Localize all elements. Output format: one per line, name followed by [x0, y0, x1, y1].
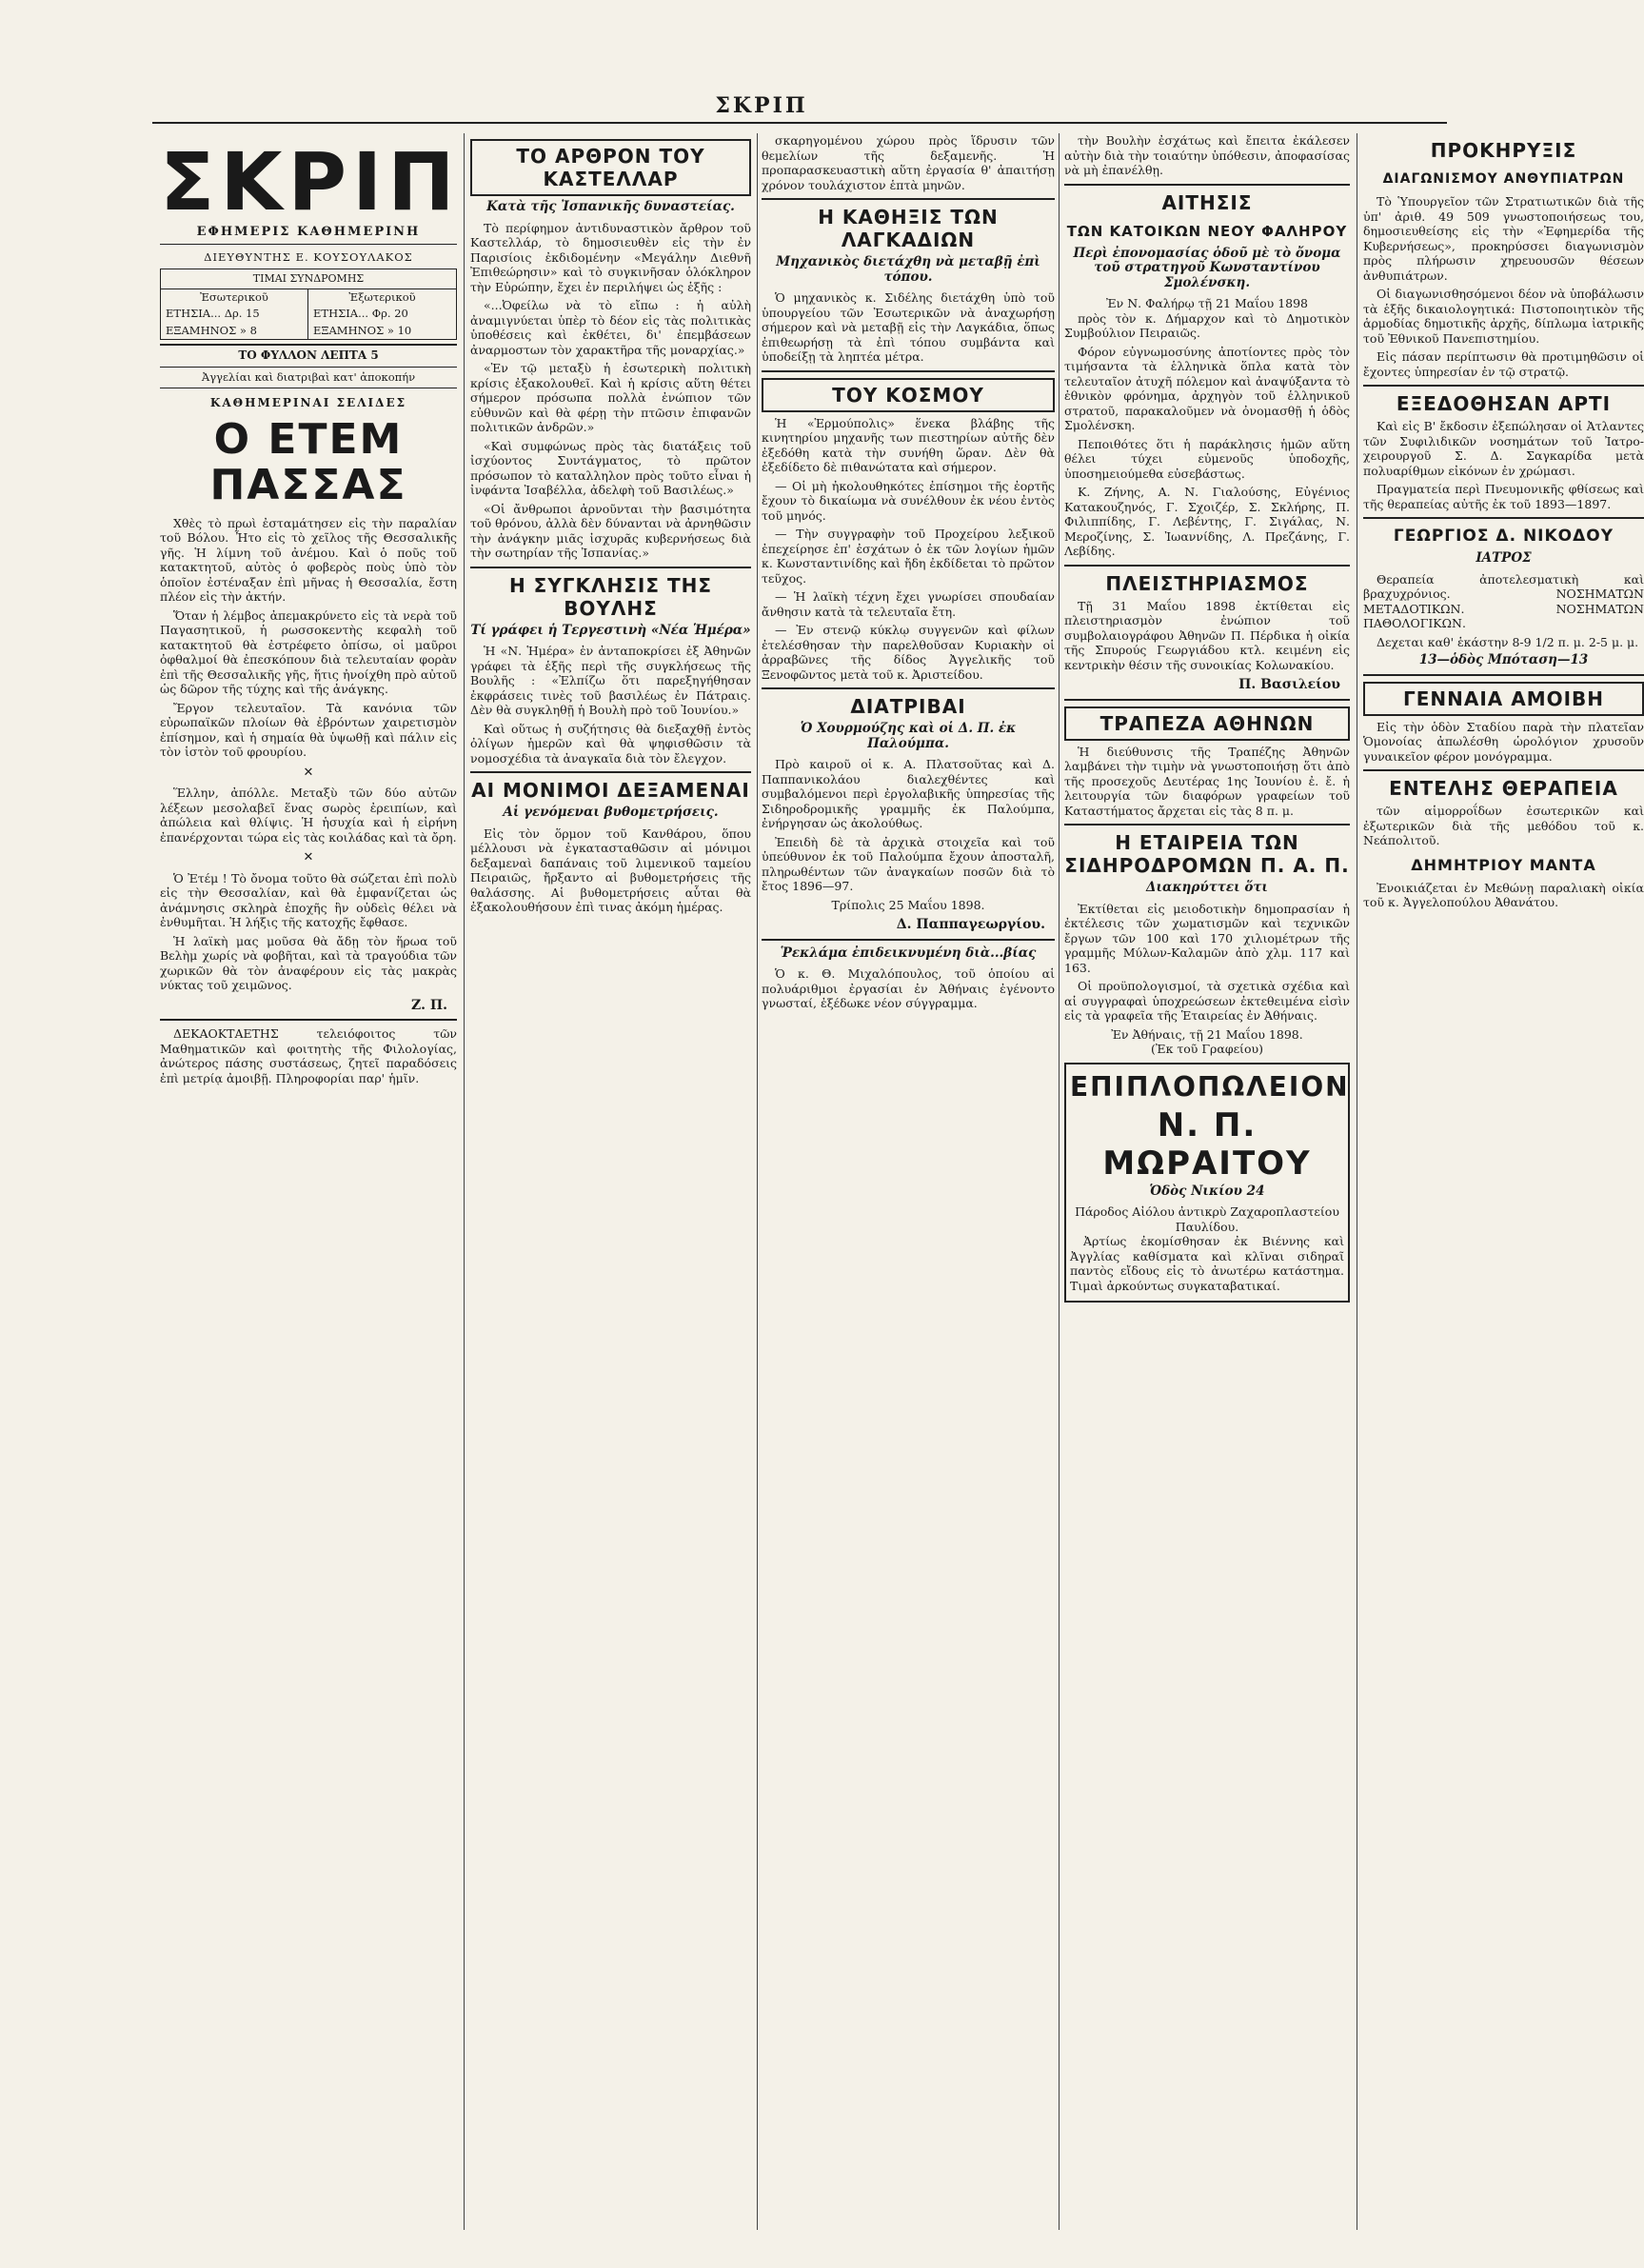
divider	[1064, 184, 1350, 186]
article-subhead: Τί γράφει ἡ Τεργεστινὴ «Νέα Ἡμέρα»	[470, 622, 751, 638]
article-paragraph: Ἡ «Ἑρμούπολις» ἕνεκα βλάβης τῆς κινητηρίου μηχανῆς των πιεστηρίων αὐτῆς δὲν ἐξεδόθη κατὰ τὴν συνήθη ὥραν. Δὲν θὰ ἐξεδίδετο δὲ πιθανώτατα καὶ σήμερον.	[762, 415, 1055, 474]
running-title: ΣΚΡΙΠ	[715, 93, 808, 118]
article-paragraph: Θεραπεία ἀποτελεσματικὴ καὶ βραχυχρόνιος. ΝΟΣΗΜΑΤΩΝ ΜΕΤΑΔΟΤΙΚΩΝ. ΝΟΣΗΜΑΤΩΝ ΠΑΘΟΛΟΓΙΚΩΝ.	[1363, 571, 1644, 630]
article-paragraph: Ἡ «Ν. Ἡμέρα» ἐν ἀνταποκρίσει ἐξ Ἀθηνῶν γράφει τὰ ἑξῆς περὶ τῆς συγκλήσεως τῆς Βουλῆς : «Ἐλπίζω ὅτι παρεξηγήθησαν ἐκφράσεις τινὲς τοῦ βασιλέως ἐν Πάτραις. Δὲν θὰ συγκληθῇ ἡ Βουλὴ πρὸ τοῦ Ἰουνίου.»	[470, 644, 751, 717]
subscription-box	[160, 269, 457, 340]
subscription-header: ΤΙΜΑΙ ΣΥΝΔΡΟΜΗΣ	[161, 269, 456, 289]
article-headline: ΔΙΑΓΩΝΙΣΜΟΥ ΑΝΘΥΠΙΑΤΡΩΝ	[1382, 171, 1625, 187]
domestic-label: Ἐσωτερικοῦ	[161, 289, 308, 307]
article-headline: ΕΝΤΕΛΗΣ ΘΕΡΑΠΕΙΑ	[1389, 777, 1618, 800]
article-paragraph: «...Ὀφείλω νὰ τὸ εἴπω : ἡ αὐλὴ ἀναμιγνύεται ὑπὲρ τὸ δέον εἰς τὰς πολιτικὰς ὑποθέσεις καὶ ἐκθέτει, δι' ἐπεμβάσεων ἀναρμοστων τὸν χαρακτῆρα τῆς μοναρχίας.»	[470, 298, 751, 357]
article-paragraph: «Καὶ συμφώνως πρὸς τὰς διατάξεις τοῦ ἰσχύοντος Συντάγματος, τὸ πρῶτον πρόσωπον τὸ καταλληλον πρὸς τοῦτο εἶναι ἡ ἰνφάντα Ἰσαβέλλα, ἀδελφὴ τοῦ Βασιλέως.»	[470, 438, 751, 497]
divider	[1363, 769, 1644, 771]
article-paragraph: Καὶ εἰς Β' ἔκδοσιν ἐξεπώλησαν οἱ Ἀτλαντες τῶν Συφιλιδικῶν νοσημάτων τοῦ Ἰατρο-χειρουργοῦ Σ. Δ. Σαγκαρίδα μετὰ πολυαρίθμων εἰκόνων ἐν χρώμασι.	[1363, 419, 1644, 478]
divider	[1064, 824, 1350, 826]
article-headline: Η ΕΤΑΙΡΕΙΑ ΤΩΝ ΣΙΔΗΡΟΔΡΟΜΩΝ Π. Α. Π.	[1064, 831, 1350, 877]
article-paragraph: σκαρηγομένου χώρου πρὸς ἵδρυσιν τῶν θεμελίων τῆς δεξαμενῆς. Ἡ προπαρασκευαστικὴ αὕτη ἐργασία θ' ἀπαιτήσῃ χρόνον τουλάχιστον ἑπτὰ μηνῶν.	[762, 133, 1055, 192]
divider	[762, 687, 1055, 689]
separator: ✕	[303, 850, 314, 865]
address-line: 13—ὁδὸς Μπόταση—13	[1418, 652, 1589, 667]
signatories-list: Κ. Ζήνης, Α. Ν. Γιαλούσης, Εὐγένιος Κατακουζηνός, Γ. Σχοιζέρ, Σ. Σκλήρης, Π. Φιλιππίδης, Γ. Λεβέντης, Γ. Σιγάλας, Ν. Μεροζίνης, Σ. Ἰωαννίδης, Λ. Πρεζάνης, Γ. Λεβίδης.	[1064, 485, 1350, 558]
article-dateline: Τρίπολις 25 Μαΐου 1898.	[831, 897, 985, 912]
article-headline: ΤΟΥ ΚΟΣΜΟΥ	[762, 378, 1055, 412]
article-paragraph: Ἡ λαϊκὴ μας μοῦσα θὰ ἄδῃ τὸν ἥρωα τοῦ Βελὴμ χωρίς νὰ φοβῆται, καὶ τὰ τραγούδια τῶν χωρικῶν θὰ τὸν ἀναφέρουν εἰς τὰς μακρὰς νύκτας τοῦ χειμῶνος.	[160, 933, 457, 992]
article-headline: ΤΩΝ ΚΑΤΟΙΚΩΝ ΝΕΟΥ ΦΑΛΗΡΟΥ	[1066, 222, 1348, 240]
column-2	[470, 133, 751, 2230]
article-paragraph: — Τὴν συγγραφὴν τοῦ Προχείρου λεξικοῦ ἐπεχείρησε ἐπ' ἐσχάτων ὁ ἐκ τῶν λογίων ἡμῶν κ. Κωνσταντινίδης καὶ ἤδη ἐκδίδεται τὸ πρῶτον τεῦχος.	[762, 527, 1055, 586]
column-1	[160, 133, 461, 2230]
article-paragraph: τὴν Βουλὴν ἐσχάτως καὶ ἔπειτα ἐκάλεσεν αὐτὴν διὰ τὴν τοιαύτην ὑπόθεσιν, ἀποφασίσας νὰ μὴ ἐπανέλθῃ.	[1064, 133, 1350, 177]
article-subhead: Αἱ γενόμεναι βυθομετρήσεις.	[503, 805, 719, 820]
domestic-year-price: ΕΤΗΣΙΑ... Δρ. 15	[161, 306, 308, 323]
article-dateline: Ἐν Ν. Φαλήρῳ τῇ 21 Μαΐου 1898	[1105, 296, 1309, 310]
article-headline: ΔΙΑΤΡΙΒΑΙ	[850, 695, 966, 718]
article-signature: Δ. Παππαγεωργίου.	[896, 917, 1045, 932]
article-paragraph: Ἐπειδὴ δὲ τὰ ἀρχικὰ στοιχεῖα καὶ τοῦ ὑπεύθυνον ἐκ τοῦ Παλούμπα ἔχουν ἀποσταλῆ, πληρωθέντων τῶν ἀναγκαίων ποσῶν διὰ τὸ ἔτος 1896—97.	[762, 834, 1055, 893]
article-headline: Η ΣΥΓΚΛΗΣΙΣ ΤΗΣ ΒΟΥΛΗΣ	[508, 573, 713, 620]
director-line: ΔΙΕΥΘΥΝΤΗΣ Ε. ΚΟΥΣΟΥΛΑΚΟΣ	[204, 249, 413, 264]
ads-note: Ἀγγελίαι καὶ διατριβαὶ κατ' ἀποκοπήν	[160, 368, 457, 389]
article-paragraph: — Ἡ λαϊκὴ τέχνη ἔχει γνωρίσει σπουδαίαν ἄνθησιν κατὰ τὰ τελευταῖα ἔτη.	[762, 589, 1055, 619]
article-headline: ΓΕΩΡΓΙΟΣ Δ. ΝΙΚΟΔΟΥ	[1393, 527, 1614, 546]
divider	[1363, 385, 1644, 387]
article-source: (Ἐκ τοῦ Γραφείου)	[1151, 1042, 1263, 1056]
article-headline: ΤΡΑΠΕΖΑ ΑΘΗΝΩΝ	[1064, 706, 1350, 741]
column-rule	[464, 133, 465, 2230]
ad-paragraph: Ἀρτίως ἐκομίσθησαν ἐκ Βιέννης καὶ Ἀγγλίας καθίσματα καὶ κλῖναι σιδηραῖ παντὸς εἴδους εἰς τὸ ἀνωτέρω κατάστημα. Τιμαὶ ἀρκούντως συγκαταβατικαί.	[1070, 1234, 1344, 1293]
foreign-half-price: ΕΞΑΜΗΝΟΣ » 10	[313, 323, 412, 337]
ad-address: Ὁδὸς Νικίου 24	[1149, 1183, 1265, 1199]
article-paragraph: Ἔργον τελευταῖον. Τὰ κανόνια τῶν εὐρωπαϊκῶν πλοίων θὰ ἐβρόντων χαιρετισμὸν ἐπίσημον, καὶ ἡ σημαία θὰ ὑψωθῇ καὶ πάλιν εἰς τὸν ἱστὸν τοῦ φρουρίου.	[160, 700, 457, 759]
column-3	[762, 133, 1055, 2230]
article-paragraph: Φόρον εὐγνωμοσύνης ἀποτίοντες πρὸς τὸν τιμήσαντα τὰ ἑλληνικὰ ὅπλα κατὰ τὸν τελευταῖον ἀτυχῆ πόλεμον καὶ ἀναψύξαντα τὸ ἐθνικὸν φρόνημα, ἀρχηγὸν τοῦ ἑλληνικοῦ στρατοῦ, παρακαλοῦμεν νὰ ὀνομασθῇ ἡ ὁδὸς Σμολένσκη.	[1064, 344, 1350, 432]
article-signature: Π. Βασιλείου	[1238, 677, 1340, 692]
divider	[762, 198, 1055, 200]
article-paragraph: Οἱ διαγωνισθησόμενοι δέον νὰ ὑποβάλωσιν τὰ ἑξῆς δικαιολογητικά: Πιστοποιητικὸν τῆς ἁρμοδίας δημοτικῆς ἀρχῆς, δίπλωμα ἰατρικῆς τοῦ Ἐθνικοῦ Πανεπιστημίου.	[1363, 287, 1644, 346]
article-headline: ΑΙ ΜΟΝΙΜΟΙ ΔΕΞΑΜΕΝΑΙ	[471, 779, 750, 802]
article-headline: ΠΡΟΚΗΡΥΞΙΣ	[1430, 139, 1577, 162]
article-paragraph: — Οἱ μὴ ἠκολουθηκότες ἐπίσημοι τῆς ἐορτῆς ἔχουν τὸ δικαίωμα νὰ συνέλθουν ἐκ νέου ἐντὸς τοῦ μηνός.	[762, 478, 1055, 523]
article-paragraph: Ὁ Ἐτέμ ! Τὸ ὄνομα τοῦτο θὰ σώζεται ἐπὶ πολὺ εἰς τὴν Θεσσαλίαν, καὶ θὰ ἐμφανίζεται ὡς ἀνάμνησις σκληρὰ ἐποχῆς ἣν οὐδεὶς θέλει νὰ ἐνθυμῆται. Ἡ λήξις τῆς κατοχῆς ἔφθασε.	[160, 870, 457, 929]
article-paragraph: Ἐνοικιάζεται ἐν Μεθώνῃ παραλιακὴ οἰκία τοῦ κ. Ἀγγελοπούλου Ἀθανάτου.	[1363, 880, 1644, 909]
article-paragraph: Χθὲς τὸ πρωὶ ἐσταμάτησεν εἰς τὴν παραλίαν τοῦ Βόλου. Ἦτο εἰς τὸ χεῖλος τῆς Θεσσαλικῆς γῆς. Ἡ λίμνη τοῦ ἀνέμου. Καὶ ὁ ποῦς τοῦ κατακτητοῦ, αὐτὸς ὁ φοβερὸς ποὺς ὑπὸ τὸν ὁποῖον ἐστέναξαν ἐπὶ μῆνας ἡ Θεσσαλία, ἔστη πλέον εἰς τὴν ἀκτήν.	[160, 515, 457, 604]
article-headline: ΤΟ ΑΡΘΡΟΝ ΤΟΥ ΚΑΣΤΕΛΛΑΡ	[470, 139, 751, 196]
article-paragraph: Πεποιθότες ὅτι ἡ παράκλησις ἡμῶν αὕτη θέλει τύχει εὐμενοῦς ὑποδοχῆς, ὑποσημειούμεθα εὐσεβάστως.	[1064, 436, 1350, 481]
article-subhead: ΙΑΤΡΟΣ	[1476, 550, 1532, 566]
article-paragraph: Εἰς πάσαν περίπτωσιν θὰ προτιμηθῶσιν οἱ ἔχοντες ὑπηρεσίαν ἐν τῷ στρατῷ.	[1363, 349, 1644, 379]
article-paragraph: Τὸ περίφημον ἀντιδυναστικὸν ἄρθρον τοῦ Καστελλάρ, τὸ δημοσιευθὲν εἰς τὴν ἐν Παρισίοις ἐκδιδομένην «Μεγάλην Διεθνῆ Ἐπιθεώρησιν» καὶ τὸ συγκινῆσαν ὁλόκληρον τὴν Εὐρώπην, ἔχει ἐν περιλήψει ὡς ἑξῆς :	[470, 220, 751, 294]
masthead-title: ΣΚΡΙΠ	[160, 135, 461, 229]
column-5	[1363, 133, 1644, 2230]
ad-headline: ΕΠΙΠΛΟΠΩΛΕΙΟΝ	[1070, 1070, 1350, 1103]
article-paragraph: Εἰς τὴν ὁδὸν Σταδίου παρὰ τὴν πλατεῖαν Ὁμονοίας ἀπωλέσθη ὡρολόγιον χρυσοῦν γυναικεῖον φέρον μονόγραμμα.	[1363, 719, 1644, 764]
article-subhead: Μηχανικὸς διετάχθη νὰ μεταβῇ ἐπὶ τόπου.	[776, 254, 1040, 285]
domestic-half-price: ΕΞΑΜΗΝΟΣ » 8	[161, 323, 308, 340]
ad-headline: Ν. Π. ΜΩΡΑΙΤΟΥ	[1102, 1105, 1312, 1183]
article-paragraph: Οἱ προϋπολογισμοί, τὰ σχετικὰ σχέδια καὶ αἱ συγγραφαὶ ὑποχρεώσεων ἐκτεθειμένα εἰσὶν εἰς τὰ γραφεῖα τῆς Ἑταιρείας ἐν Ἀθήναις.	[1064, 979, 1350, 1023]
article-headline: ΔΗΜΗΤΡΙΟΥ ΜΑΝΤΑ	[1411, 855, 1596, 874]
article-dateline: Ἐν Ἀθήναις, τῇ 21 Μαΐου 1898.	[1111, 1026, 1303, 1042]
article-paragraph: «Οἱ ἄνθρωποι ἀρνοῦνται τὴν βασιμότητα τοῦ θρόνου, ἀλλὰ δὲν δύνανται νὰ ἀρνηθῶσιν τὴν ἀνάγκην μιᾶς ἰσχυρᾶς κυβερνήσεως διὰ τὴν σωτηρίαν τῆς Ἰσπανίας.»	[470, 501, 751, 560]
article-paragraph: Καὶ οὕτως ἡ συζήτησις θὰ διεξαχθῇ ἐντὸς ὀλίγων ἡμερῶν καὶ θὰ ψηφισθῶσιν τὰ νομοσχέδια τὰ ἀναγκαῖα διὰ τὸν ἔλεγχον.	[470, 721, 751, 766]
divider	[762, 370, 1055, 372]
top-rule	[152, 122, 1447, 124]
divider	[1064, 699, 1350, 701]
column-4	[1064, 133, 1350, 2230]
article-subhead: Ῥεκλάμα ἐπιδεικνυμένη διὰ...βίας	[780, 945, 1037, 961]
notice-paragraph: ΔΕΚΑΟΚΤΑΕΤΗΣ τελειόφοιτος τῶν Μαθηματικῶν καὶ φοιτητὴς τῆς Φιλολογίας, ἀνώτερος πάσης συστάσεως, ζητεῖ παραδόσεις ἐπὶ μετρίᾳ ἀμοιβῇ. Πληροφορίαι παρ' ἡμῖν.	[160, 1026, 457, 1085]
article-paragraph: Δεχεται καθ' ἑκάστην 8-9 1/2 π. μ. 2-5 μ. μ.	[1377, 634, 1639, 649]
foreign-label: Ἐξωτερικοῦ	[348, 289, 416, 304]
article-subhead: Περὶ ἐπονομασίας ὁδοῦ μὲ τὸ ὄνομα τοῦ στρατηγοῦ Κωνσταντίνου Σμολένσκη.	[1073, 245, 1341, 290]
article-paragraph: Ὅταν ἡ λέμβος ἀπεμακρύνετο εἰς τὰ νερὰ τοῦ Παγασητικοῦ, ἡ ρωσσοκεντὴς κεφαλὴ τοῦ κατακτητοῦ θὰ ἐστρέφετο ὀπίσω, οἱ μαῦροι ὀφθαλμοί θὰ ἐπεσκόπουν διὰ τελευταίαν φορὰν ἐπὶ τῆς Θεσσαλικῆς γῆς, ἥτις ἠνοίχθη πρὸ αὐτοῦ ὡς δῶρον τῆς τύχης καὶ τῆς ἀνάγκης.	[160, 607, 457, 696]
issue-price: ΤΟ ΦΥΛΛΟΝ ΛΕΠΤΑ 5	[160, 344, 457, 368]
article-paragraph: Ἐκτίθεται εἰς μειοδοτικὴν δημοπρασίαν ἡ ἐκτέλεσις τῶν χωματισμῶν καὶ τεχνικῶν ἔργων τῶν 100 καὶ 170 χιλιομέτρων τῆς γραμμῆς Μύλων-Καλαμῶν ἀπὸ χλμ. 117 καὶ 163.	[1064, 901, 1350, 975]
article-paragraph: πρὸς τὸν κ. Δήμαρχον καὶ τὸ Δημοτικὸν Συμβούλιον Πειραιῶς.	[1064, 310, 1350, 340]
divider	[1363, 517, 1644, 519]
article-headline: ΑΙΤΗΣΙΣ	[1161, 190, 1253, 214]
article-subhead: Ὁ Χουρμούζης καὶ οἱ Δ. Π. ἐκ Παλούμπα.	[800, 721, 1017, 751]
article-signature: Ζ. Π.	[410, 997, 447, 1013]
article-subhead: Κατὰ τῆς Ἰσπανικῆς δυναστείας.	[486, 199, 735, 214]
article-paragraph: Ἕλλην, ἀπόλλε. Μεταξὺ τῶν δύο αὐτῶν λέξεων μεσολαβεῖ ἕνας σωρὸς ἐρειπίων, καὶ ἀπώλεια καὶ θλίψις. Ἡ ἡσυχία καὶ ἡ εἰρήνη ἐπανέρχονται τώρα εἰς τὰς κοιλάδας καὶ τὰ ὄρη.	[160, 786, 457, 845]
article-paragraph: Τῇ 31 Μαΐου 1898 ἐκτίθεται εἰς πλειστηριασμὸν ἐνώπιον τοῦ συμβολαιογράφου Ἀθηνῶν Π. Πέρδικα ἡ οἰκία τῆς Σπυρούς Γεωργιάδου κτλ. κειμένη εἰς κεντρικὴν θέσιν τῆς συνοικίας Κολωνακίου.	[1064, 598, 1350, 672]
divider	[1363, 674, 1644, 676]
article-paragraph: Ὁ κ. Θ. Μιχαλόπουλος, τοῦ ὁποίου αἱ πολυάριθμοι ἐργασίαι ἐν Ἀθήναις ἐγένοντο γνωσταί, ἐξέδωκε νέον σύγγραμμα.	[762, 966, 1055, 1010]
divider	[470, 771, 751, 773]
article-paragraph: Ὁ μηχανικὸς κ. Σιδέλης διετάχθη ὑπὸ τοῦ ὑπουργείου τῶν Ἐσωτερικῶν νὰ ἀναχωρήσῃ σήμερον καὶ νὰ μεταβῇ εἰς τὴν Λαγκάδια, ὅπως ἐπιθεωρήσῃ τὰ ἐπὶ τόπου συμβάντα καὶ ὑποδείξῃ τὰ ληπτέα μέτρα.	[762, 290, 1055, 364]
article-paragraph: Εἰς τὸν ὅρμον τοῦ Κανθάρου, ὅπου μέλλουσι νὰ ἐγκατασταθῶσιν αἱ μόνιμοι δεξαμεναὶ δαπάναις τοῦ λιμενικοῦ ταμείου Πειραιῶς, ἤρξαντο αἱ βυθομετρήσεις τῆς θαλάσσης. Αἱ βυθομετρήσεις αὗται θὰ ἐξακολουθήσουν ἐπὶ τινας ἀκόμη ἡμέρας.	[470, 826, 751, 914]
masthead-subtitle: ΕΦΗΜΕΡΙΣ ΚΑΘΗΜΕΡΙΝΗ	[160, 225, 457, 245]
separator: ✕	[303, 765, 314, 780]
article-headline: Η ΚΑΘΗΞΙΣ ΤΩΝ ΛΑΓΚΑΔΙΩΝ	[818, 206, 999, 251]
divider	[1064, 565, 1350, 567]
advertisement	[1064, 1063, 1350, 1303]
column-rule	[1059, 133, 1060, 2230]
section-label: ΚΑΘΗΜΕΡΙΝΑΙ ΣΕΛΙΔΕΣ	[209, 396, 407, 409]
article-paragraph: Πρὸ καιροῦ οἱ κ. Α. Πλατσοῦτας καὶ Δ. Παππανικολάου διαλεχθέντες καὶ συμβαλόμενοι περὶ ἐργολαβικῆς ὑπηρεσίας τῆς Σιδηροδρομικῆς γραμμῆς ἐκ Παλούμπα, ἐνήργησαν ὡς ἀκολούθως.	[762, 757, 1055, 830]
article-paragraph: «Ἐν τῷ μεταξὺ ἡ ἐσωτερικὴ πολιτικὴ κρίσις ἐξακολουθεῖ. Καὶ ἡ κρίσις αὕτη θέτει σήμερον πρόσωπα πολλὰ ἐνώπιον τῶν εὐθυνῶν καὶ θὰ φέρῃ τὴν πτῶσιν ἐπιφανῶν πολιτικῶν ἀνδρῶν.»	[470, 361, 751, 434]
article-paragraph: — Ἐν στενῷ κύκλῳ συγγενῶν καὶ φίλων ἐτελέσθησαν τὴν παρελθοῦσαν Κυριακὴν οἱ ἀρραβῶνες τῆς δίδος Ἀγγελικῆς τοῦ Ξενοφῶντος μετὰ τοῦ κ. Ἀριστείδου.	[762, 623, 1055, 682]
foreign-year-price: ΕΤΗΣΙΑ... Φρ. 20	[313, 307, 408, 320]
article-paragraph: Τὸ Ὑπουργεῖον τῶν Στρατιωτικῶν διὰ τῆς ὑπ' ἀριθ. 49 509 γνωστοποιήσεως του, δημοσιευθείσης εἰς τὴν «Ἐφημερίδα τῆς Κυβερνήσεως», προκηρύσσει διαγωνισμὸν πρὸς πλήρωσιν χηρευουσῶν θέσεων ἀνθυπιάτρων.	[1363, 194, 1644, 283]
divider	[470, 567, 751, 568]
article-headline: ΠΛΕΙΣΤΗΡΙΑΣΜΟΣ	[1105, 571, 1309, 595]
article-subhead: Διακηρύττει ὅτι	[1146, 880, 1268, 895]
article-paragraph: Ἡ διεύθυνσις τῆς Τραπέζης Ἀθηνῶν λαμβάνει τὴν τιμὴν νὰ γνωστοποιήσῃ ὅτι ἀπὸ τῆς προσεχοῦς Δευτέρας 1ης Ἰουνίου ἐ. ἔ. ἡ λειτουργία τῶν διαφόρων γραφείων τοῦ Καταστήματος ἄρχεται εἰς τὰς 8 π. μ.	[1064, 744, 1350, 818]
article-headline: ΓΕΝΝΑΙΑ ΑΜΟΙΒΗ	[1363, 682, 1644, 716]
article-headline: ΕΞΕΔΟΘΗΣΑΝ ΑΡΤΙ	[1396, 392, 1612, 415]
divider	[160, 1019, 457, 1021]
article-paragraph: τῶν αἱμορροΐδων ἐσωτερικῶν καὶ ἐξωτερικῶν διὰ τῆς μεθόδου τοῦ κ. Νεάπολιτοῦ.	[1363, 804, 1644, 847]
column-rule	[757, 133, 758, 2230]
ad-paragraph: Πάροδος Αἰόλου ἀντικρὺ Ζαχαροπλαστείου Παυλίδου.	[1075, 1204, 1339, 1234]
divider	[762, 939, 1055, 941]
article-headline: Ο ΕΤΕΜ ΠΑΣΣΑΣ	[209, 414, 407, 509]
article-paragraph: Πραγματεία περὶ Πνευμονικῆς φθίσεως καὶ τῆς θεραπείας αὐτῆς ἐκ τοῦ 1893—1897.	[1363, 482, 1644, 511]
